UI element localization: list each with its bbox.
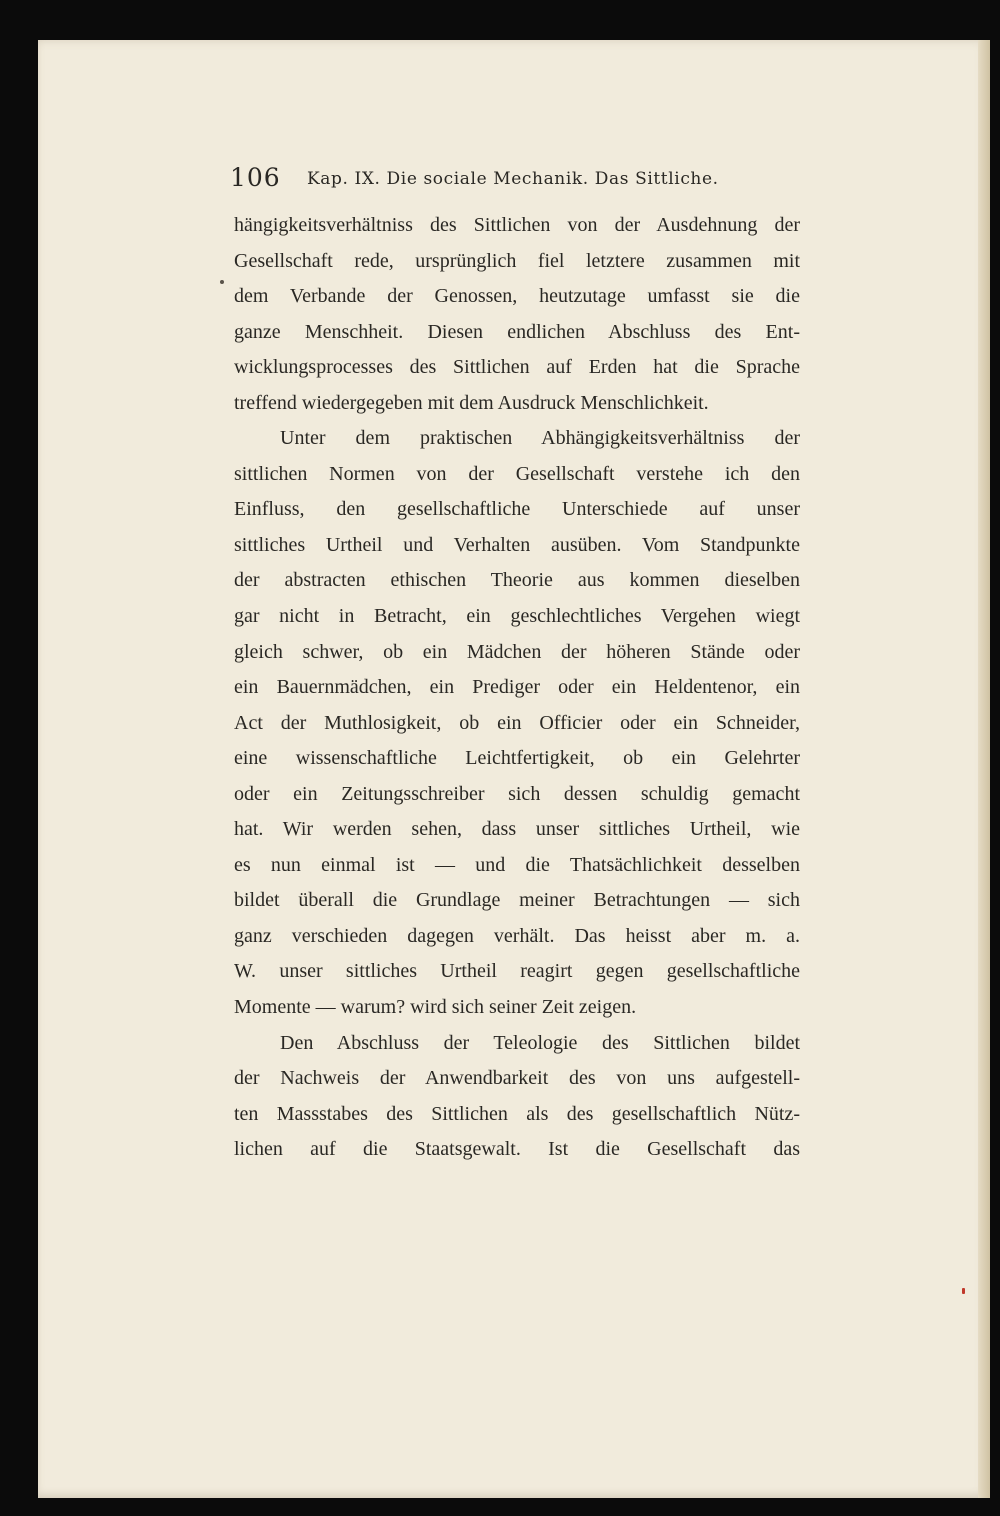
text-line: W. unser sittliches Urtheil reagirt gegen gesellschaftliche — [234, 960, 800, 983]
text-line: ganze Menschheit. Diesen endlichen Abschluss des Ent- — [234, 320, 800, 343]
ink-dot — [220, 280, 224, 284]
text-line: hat. Wir werden sehen, dass unser sittliches Urtheil, wie — [234, 818, 800, 841]
text-line: ein Bauernmädchen, ein Prediger oder ein Heldentenor, ein — [234, 676, 800, 699]
text-line: sittlichen Normen von der Gesellschaft verstehe ich den — [234, 462, 800, 485]
text-line: der Nachweis der Anwendbarkeit des von uns aufgestell- — [234, 1067, 800, 1090]
text-line: sittliches Urtheil und Verhalten ausüben. Vom Standpunkte — [234, 533, 800, 556]
body-text — [234, 208, 800, 1168]
text-line: Den Abschluss der Teleologie des Sittlichen bildet — [280, 1031, 800, 1054]
text-line: gar nicht in Betracht, ein geschlechtliches Vergehen wiegt — [234, 605, 800, 628]
text-line: Act der Muthlosigkeit, ob ein Officier oder ein Schneider, — [234, 711, 800, 734]
text-line: der abstracten ethischen Theorie aus kommen dieselben — [234, 569, 800, 592]
page-edge — [978, 40, 990, 1498]
text-line: dem Verbande der Genossen, heutzutage umfasst sie die — [234, 285, 800, 308]
text-line: oder ein Zeitungsschreiber sich dessen schuldig gemacht — [234, 782, 800, 805]
text-line: es nun einmal ist — und die Thatsächlichkeit desselben — [234, 853, 800, 876]
text-line: bildet überall die Grundlage meiner Betrachtungen — sich — [234, 889, 800, 912]
text-line: hängigkeitsverhältniss des Sittlichen von der Ausdehnung der — [234, 214, 800, 236]
text-line: wicklungsprocesses des Sittlichen auf Erden hat die Sprache — [234, 356, 800, 379]
text-line: Momente — warum? wird sich seiner Zeit zeigen. — [234, 996, 637, 1019]
text-line: lichen auf die Staatsgewalt. Ist die Gesellschaft das — [234, 1138, 800, 1161]
text-line: gleich schwer, ob ein Mädchen der höheren Stände oder — [234, 640, 800, 663]
text-line: Einfluss, den gesellschaftliche Unterschiede auf unser — [234, 498, 800, 521]
chapter-title: Kap. IX. Die sociale Mechanik. Das Sittliche. — [307, 169, 719, 189]
page-number: 106 — [230, 163, 281, 192]
text-line: ganz verschieden dagegen verhält. Das heisst aber m. a. — [234, 924, 800, 947]
running-header — [230, 162, 804, 194]
text-line: eine wissenschaftliche Leichtfertigkeit, ob ein Gelehrter — [234, 747, 800, 770]
text-line: ten Massstabes des Sittlichen als des gesellschaftlich Nütz- — [234, 1102, 800, 1125]
text-line: Unter dem praktischen Abhängigkeitsverhältniss der — [280, 427, 800, 450]
text-line: Gesellschaft rede, ursprünglich fiel letztere zusammen mit — [234, 249, 800, 272]
text-line: treffend wiedergegeben mit dem Ausdruck Menschlichkeit. — [234, 391, 709, 414]
red-mark — [962, 1288, 965, 1294]
